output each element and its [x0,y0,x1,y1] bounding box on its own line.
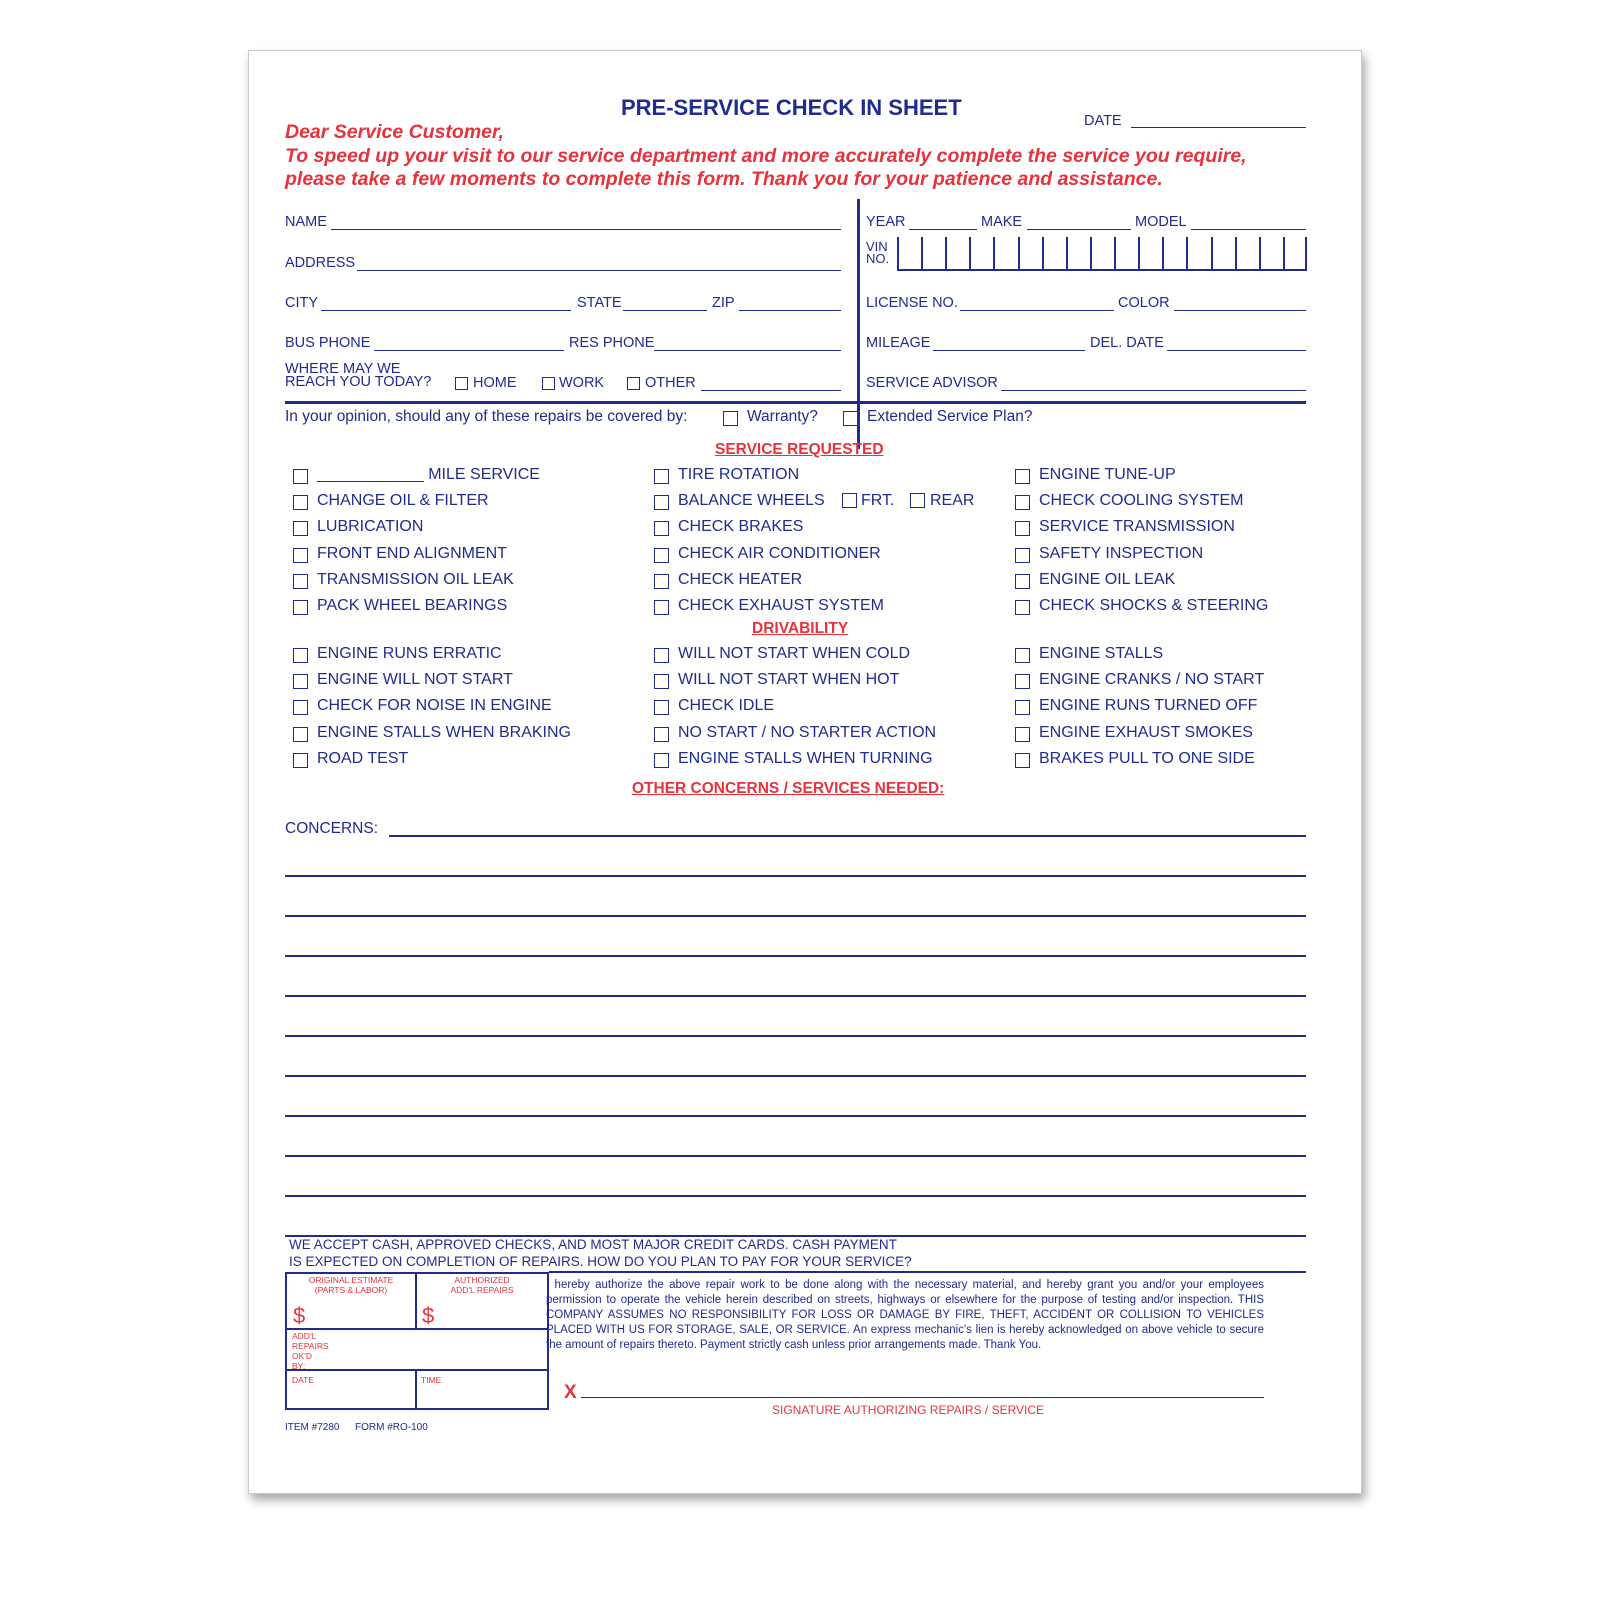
service-item-label: PACK WHEEL BEARINGS [317,597,508,614]
drivability-item-checkbox[interactable] [654,700,669,715]
date-field[interactable] [1131,127,1306,128]
service-requested-heading: SERVICE REQUESTED [715,441,884,458]
name-label: NAME [285,214,327,230]
estimate-date-label: DATE [292,1375,315,1385]
service-item-label: CHECK HEATER [678,570,803,588]
zip-field[interactable] [739,310,841,311]
check-in-sheet [248,50,1362,1494]
service-item-checkbox[interactable] [654,521,669,536]
payment-note [289,1236,912,1270]
authorized-repairs-dollar[interactable]: $ [422,1303,435,1328]
drivability-item-checkbox[interactable] [654,674,669,689]
state-field[interactable] [623,310,707,311]
other-field[interactable] [701,390,841,391]
service-item-label: CHECK AIR CONDITIONER [678,544,881,562]
service-item-checkbox[interactable] [654,600,669,615]
drivability-item-label: ENGINE WILL NOT START [317,671,513,689]
service-item-label: CHECK SHOCKS & STEERING [1039,597,1269,614]
warranty-label: Warranty? [747,408,818,425]
drivability-item-label: ENGINE STALLS WHEN BRAKING [317,723,571,741]
service-item-checkbox[interactable] [293,600,308,615]
drivability-item-label: CHECK IDLE [678,697,775,715]
name-field[interactable] [331,229,841,230]
work-checkbox[interactable] [542,377,555,390]
intro-line-1: To speed up your visit to our service department and more accurately complete the service you require, [285,145,1247,167]
original-estimate-label [287,1275,415,1295]
original-estimate-line-1: ORIGINAL ESTIMATE [308,1275,394,1285]
drivability-item-label: ENGINE RUNS ERRATIC [317,645,502,662]
bus-phone-label: BUS PHONE [285,335,371,351]
drivability-item-label: WILL NOT START WHEN HOT [678,671,900,689]
concerns-line[interactable] [285,1195,1306,1197]
service-item-label: TIRE ROTATION [678,466,800,483]
vin-box-tick [1283,237,1285,269]
drivability-item-label: NO START / NO STARTER ACTION [678,723,937,741]
drivability-item-label: ENGINE RUNS TURNED OFF [1039,697,1258,715]
service-item-checkbox[interactable] [654,548,669,563]
concerns-line[interactable] [285,1035,1306,1037]
vin-box-tick [945,237,947,269]
service-item-checkbox[interactable] [654,574,669,589]
date-label: DATE [1084,113,1122,129]
service-item-checkbox[interactable] [293,521,308,536]
make-label: MAKE [981,214,1023,230]
service-item-label: BALANCE WHEELS [678,492,825,510]
home-checkbox[interactable] [455,377,468,390]
concerns-line[interactable] [285,995,1306,997]
original-estimate-line-2: (PARTS & LABOR) [314,1285,388,1295]
payment-rule [549,1271,1306,1273]
service-advisor-label: SERVICE ADVISOR [866,375,998,391]
service-item-label: LUBRICATION [317,518,424,536]
drivability-item-checkbox[interactable] [654,727,669,742]
work-label: WORK [559,375,605,391]
drivability-item-checkbox[interactable] [1015,700,1030,715]
license-field[interactable] [960,310,1114,311]
service-item-label: ENGINE TUNE-UP [1039,466,1176,483]
mileage-label: MILEAGE [866,335,931,351]
vin-label-line-1: VIN [866,239,888,254]
vin-box-tick [1066,237,1068,269]
service-item-checkbox[interactable] [654,469,669,484]
concerns-line[interactable] [285,875,1306,877]
drivability-item-label: ENGINE STALLS [1039,645,1164,662]
year-field[interactable] [909,229,977,230]
greeting: Dear Service Customer, [285,121,504,143]
vin-box-tick [1018,237,1020,269]
item-number: ITEM #7280 [285,1422,340,1433]
del-date-field[interactable] [1167,350,1306,351]
model-field[interactable] [1191,229,1306,230]
res-phone-label: RES PHONE [569,335,655,351]
vin-box-tick [969,237,971,269]
drivability-item-checkbox[interactable] [293,753,308,768]
model-label: MODEL [1135,214,1187,230]
drivability-item-checkbox[interactable] [654,753,669,768]
vin-box-tick [1211,237,1213,269]
vin-box-tick [897,237,899,269]
payment-note-line-2: IS EXPECTED ON COMPLETION OF REPAIRS. HOW DO YOU PLAN TO PAY FOR YOUR SERVICE? [289,1254,912,1269]
drivability-item-checkbox[interactable] [293,727,308,742]
address-label: ADDRESS [285,255,356,271]
drivability-item-label: ENGINE EXHAUST SMOKES [1039,723,1253,741]
service-item-label: TRANSMISSION OIL LEAK [317,570,514,588]
service-item-label: ____________ MILE SERVICE [317,466,540,483]
reach-label-line-1: WHERE MAY WE [285,361,401,377]
service-item-checkbox[interactable] [1015,469,1030,484]
home-label: HOME [473,375,517,391]
vin-box-tick [993,237,995,269]
drivability-item-checkbox[interactable] [293,700,308,715]
service-item-checkbox[interactable] [1015,521,1030,536]
service-advisor-field[interactable] [1001,390,1306,391]
res-phone-field[interactable] [654,350,841,351]
rear-checkbox[interactable] [910,493,925,508]
service-item-label: CHANGE OIL & FILTER [317,492,489,510]
reach-label-line-2: REACH YOU TODAY? [285,374,432,390]
concerns-line[interactable] [285,1075,1306,1077]
drivability-item-checkbox[interactable] [1015,674,1030,689]
drivability-item-label: BRAKES PULL TO ONE SIDE [1039,749,1255,767]
estimate-time-label: TIME [421,1375,442,1385]
vin-label-line-2: NO. [866,251,890,266]
vin-box-tick [1042,237,1044,269]
header-rule [285,401,1306,404]
authorized-repairs-line-1: AUTHORIZED [454,1275,510,1285]
addl-line-3: OK'D [292,1351,313,1361]
intro-line-2: please take a few moments to complete this form. Thank you for your patience and assistance. [285,168,1163,190]
service-item-label: CHECK COOLING SYSTEM [1039,492,1244,510]
service-item-label: FRONT END ALIGNMENT [317,544,507,562]
concerns-line[interactable] [285,1115,1306,1117]
drivability-item-checkbox[interactable] [293,648,308,663]
drivability-heading: DRIVABILITY [752,620,849,637]
bus-phone-field[interactable] [374,350,564,351]
vin-box-tick [1114,237,1116,269]
extended-plan-label: Extended Service Plan? [867,408,1033,425]
signature-label: SIGNATURE AUTHORIZING REPAIRS / SERVICE [772,1403,1045,1417]
estimate-rule-1 [285,1328,549,1330]
service-item-checkbox[interactable] [1015,574,1030,589]
color-field[interactable] [1174,310,1306,311]
service-item-checkbox[interactable] [1015,600,1030,615]
service-item-label: SAFETY INSPECTION [1039,544,1204,562]
frt-checkbox[interactable] [842,493,857,508]
city-field[interactable] [321,310,571,311]
addl-line-2: REPAIRS [292,1341,329,1351]
drivability-item-checkbox[interactable] [293,674,308,689]
concerns-line-1[interactable] [389,835,1306,837]
drivability-item-checkbox[interactable] [654,648,669,663]
signature-x: X [564,1382,577,1403]
service-item-label: CHECK EXHAUST SYSTEM [678,597,884,614]
signature-field[interactable] [581,1397,1264,1398]
drivability-item-label: ENGINE STALLS WHEN TURNING [678,749,933,767]
other-label: OTHER [645,375,696,391]
extended-plan-checkbox[interactable] [843,411,858,426]
color-label: COLOR [1118,295,1170,311]
addl-line-1: ADD'L [292,1331,317,1341]
service-item-label: ENGINE OIL LEAK [1039,570,1176,588]
mileage-field[interactable] [933,350,1085,351]
vin-box-tick [1186,237,1188,269]
service-item-checkbox[interactable] [293,469,308,484]
other-checkbox[interactable] [627,377,640,390]
coverage-question: In your opinion, should any of these repairs be covered by: [285,408,688,425]
license-label: LICENSE NO. [866,295,958,311]
vin-box-tick [921,237,923,269]
warranty-checkbox[interactable] [723,411,738,426]
service-item-checkbox[interactable] [293,574,308,589]
concerns-label: CONCERNS: [285,820,379,837]
addl-repairs-okd-label [292,1331,329,1371]
concerns-line[interactable] [285,915,1306,917]
vin-box-tick [1090,237,1092,269]
vin-box-tick [1235,237,1237,269]
vin-label [866,241,889,265]
form-title: PRE-SERVICE CHECK IN SHEET [621,95,962,120]
authorization-text: I hereby authorize the above repair work to be done along with the necessary material, and hereby grant you and/or your employees permission to operate the vehicle herein described on streets, highways or elsewhere for the purpose of testing and/or inspection. THIS COMPANY ASSUMES NO RESPONSIBILITY FOR LOSS OR DAMAGE BY FIRE, THEFT, ACCIDENT OR COLLISION TO VEHICLES PLACED WITH US FOR STORAGE, SALE, OR SERVICE. An express mechanic's lien is hereby acknowledged on above vehicle to secure the amount of repairs thereto. Payment strictly cash unless prior arrangements made. Thank You. [546,1279,1264,1351]
other-concerns-heading: OTHER CONCERNS / SERVICES NEEDED: [632,780,945,797]
concerns-line[interactable] [285,955,1306,957]
del-date-label: DEL. DATE [1090,335,1164,351]
make-field[interactable] [1027,229,1131,230]
service-item-checkbox[interactable] [654,495,669,510]
service-item-checkbox[interactable] [1015,548,1030,563]
service-item-label: SERVICE TRANSMISSION [1039,518,1235,536]
drivability-item-label: CHECK FOR NOISE IN ENGINE [317,697,552,715]
service-item-label: CHECK BRAKES [678,518,804,536]
service-item-checkbox[interactable] [1015,495,1030,510]
year-label: YEAR [866,214,906,230]
drivability-item-label: ROAD TEST [317,749,409,767]
form-number: FORM #RO-100 [355,1422,428,1433]
concerns-line[interactable] [285,1155,1306,1157]
authorized-repairs-line-2: ADD'L REPAIRS [450,1285,514,1295]
drivability-item-label: WILL NOT START WHEN COLD [678,645,911,662]
original-estimate-dollar[interactable]: $ [293,1303,306,1328]
payment-note-line-1: WE ACCEPT CASH, APPROVED CHECKS, AND MOST MAJOR CREDIT CARDS. CASH PAYMENT [289,1237,897,1252]
frt-label: FRT. [861,492,895,509]
reach-label [285,363,431,389]
service-item-checkbox[interactable] [293,495,308,510]
drivability-item-checkbox[interactable] [1015,648,1030,663]
address-field[interactable] [357,270,841,271]
drivability-item-checkbox[interactable] [1015,727,1030,742]
drivability-item-checkbox[interactable] [1015,753,1030,768]
addl-line-4: BY: [292,1361,306,1371]
authorized-repairs-label [417,1275,547,1295]
vin-field[interactable] [897,237,1307,271]
rear-label: REAR [930,492,975,509]
drivability-item-label: ENGINE CRANKS / NO START [1039,671,1265,689]
estimate-divider-bottom [415,1369,417,1410]
vin-box-tick [1162,237,1164,269]
state-label: STATE [577,295,622,311]
vin-box-tick [1259,237,1261,269]
city-label: CITY [285,295,319,311]
vin-box-tick [1305,237,1307,269]
service-item-checkbox[interactable] [293,548,308,563]
zip-label: ZIP [712,295,735,311]
vin-box-tick [1138,237,1140,269]
